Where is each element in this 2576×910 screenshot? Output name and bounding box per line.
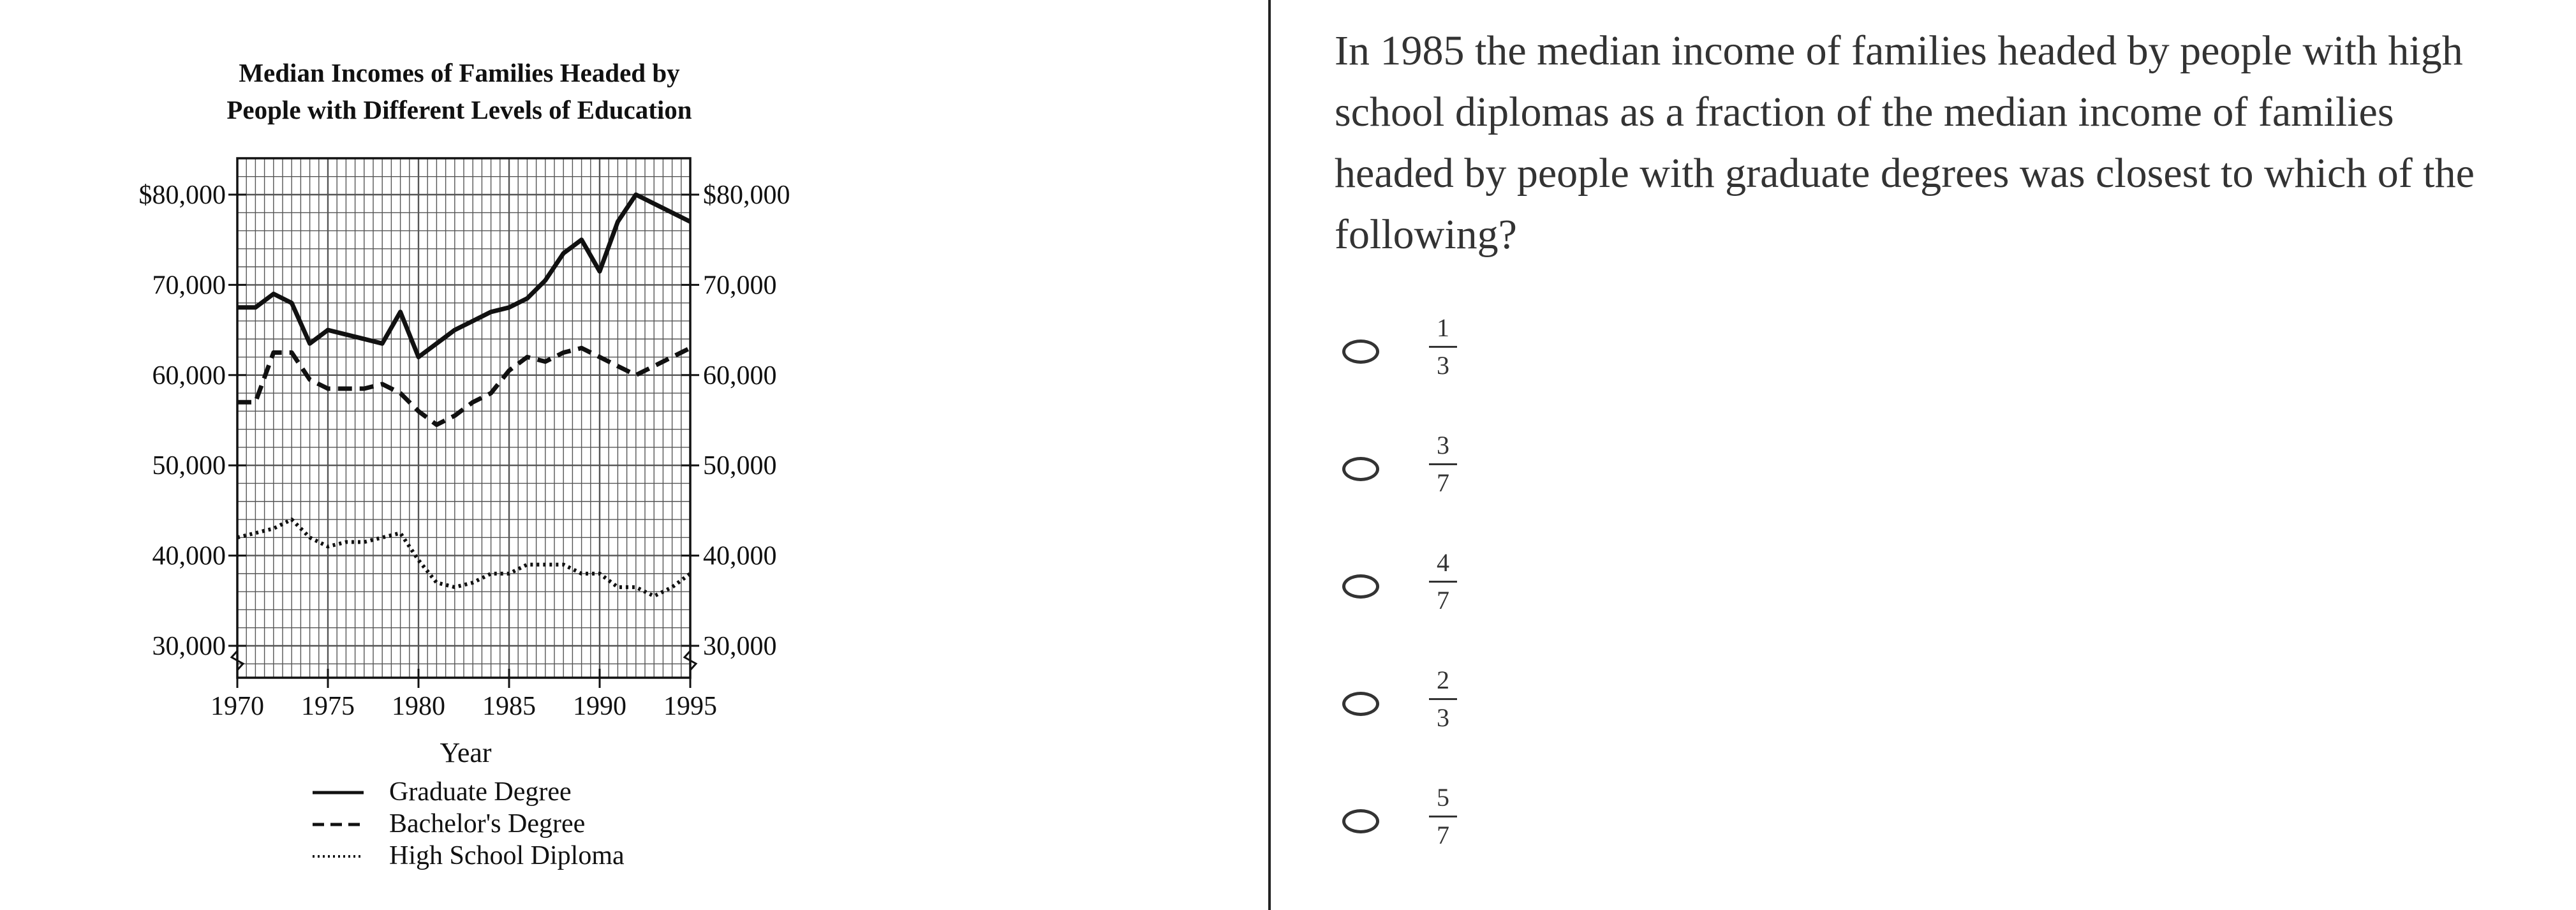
fraction-label bbox=[1424, 549, 1462, 615]
answer-choice[interactable] bbox=[1335, 784, 1590, 860]
y-tick-label-right: 70,000 bbox=[703, 271, 777, 301]
chart-title-line-2: People with Different Levels of Education bbox=[226, 95, 692, 124]
y-tick-label-left: 50,000 bbox=[152, 451, 226, 481]
fraction-denominator: 7 bbox=[1437, 821, 1449, 849]
fraction-bar bbox=[1429, 698, 1457, 700]
y-tick-label-left: 40,000 bbox=[152, 541, 226, 571]
radio-button[interactable] bbox=[1342, 457, 1379, 481]
fraction-denominator: 3 bbox=[1437, 703, 1449, 732]
x-tick-label: 1990 bbox=[573, 692, 626, 721]
chart-legend bbox=[313, 777, 625, 870]
fraction-bar bbox=[1429, 581, 1457, 583]
fraction-bar bbox=[1429, 816, 1457, 817]
fraction-numerator: 2 bbox=[1437, 666, 1449, 694]
x-tick-label: 1985 bbox=[482, 692, 536, 721]
y-tick-label-left: 30,000 bbox=[152, 632, 226, 661]
y-tick-label-right: 50,000 bbox=[703, 451, 777, 481]
fraction-bar bbox=[1429, 463, 1457, 465]
fraction-denominator: 3 bbox=[1437, 351, 1449, 380]
answer-choice[interactable] bbox=[1335, 431, 1590, 508]
question-text: In 1985 the median income of families headed by people with high school diplomas as a fraction of the median income of families headed by people with graduate degrees was closest to which of the following? bbox=[1335, 27, 2475, 258]
chart-grid bbox=[237, 158, 690, 678]
pane-divider bbox=[1268, 0, 1271, 910]
fraction-numerator: 3 bbox=[1437, 431, 1449, 459]
fraction-bar bbox=[1429, 346, 1457, 348]
x-tick-label: 1995 bbox=[663, 692, 717, 721]
radio-button[interactable] bbox=[1342, 692, 1379, 716]
fraction-numerator: 1 bbox=[1437, 313, 1449, 342]
fraction-label bbox=[1424, 314, 1462, 380]
legend-label: High School Diploma bbox=[389, 841, 625, 870]
fraction-label bbox=[1424, 431, 1462, 497]
y-tick-label-right: $80,000 bbox=[703, 181, 790, 210]
x-axis-label: Year bbox=[440, 737, 492, 768]
legend-label: Bachelor's Degree bbox=[389, 809, 586, 839]
y-tick-label-right: 40,000 bbox=[703, 541, 777, 571]
income-line-chart bbox=[0, 0, 1268, 910]
chart-axes bbox=[139, 158, 790, 721]
fraction-numerator: 5 bbox=[1437, 783, 1449, 812]
fraction-numerator: 4 bbox=[1437, 548, 1449, 577]
radio-button[interactable] bbox=[1342, 574, 1379, 599]
legend-label: Graduate Degree bbox=[389, 777, 572, 807]
y-tick-label-left: 70,000 bbox=[152, 271, 226, 301]
y-tick-label-left: $80,000 bbox=[138, 181, 226, 210]
x-tick-label: 1970 bbox=[211, 692, 264, 721]
x-tick-label: 1975 bbox=[301, 692, 355, 721]
answer-choice[interactable] bbox=[1335, 549, 1590, 625]
fraction-denominator: 7 bbox=[1437, 468, 1449, 497]
answer-choice[interactable] bbox=[1335, 314, 1590, 391]
y-tick-label-left: 60,000 bbox=[152, 361, 226, 391]
chart-title-line-1: Median Incomes of Families Headed by bbox=[239, 58, 680, 87]
y-tick-label-right: 30,000 bbox=[703, 632, 777, 661]
fraction-denominator: 7 bbox=[1437, 586, 1449, 615]
fraction-label bbox=[1424, 784, 1462, 849]
x-tick-label: 1980 bbox=[392, 692, 445, 721]
radio-button[interactable] bbox=[1342, 809, 1379, 833]
fraction-label bbox=[1424, 666, 1462, 732]
question-panel bbox=[1335, 0, 2547, 910]
radio-button[interactable] bbox=[1342, 339, 1379, 364]
chart-panel bbox=[0, 0, 1268, 910]
answer-choice[interactable] bbox=[1335, 666, 1590, 743]
y-tick-label-right: 60,000 bbox=[703, 361, 777, 391]
